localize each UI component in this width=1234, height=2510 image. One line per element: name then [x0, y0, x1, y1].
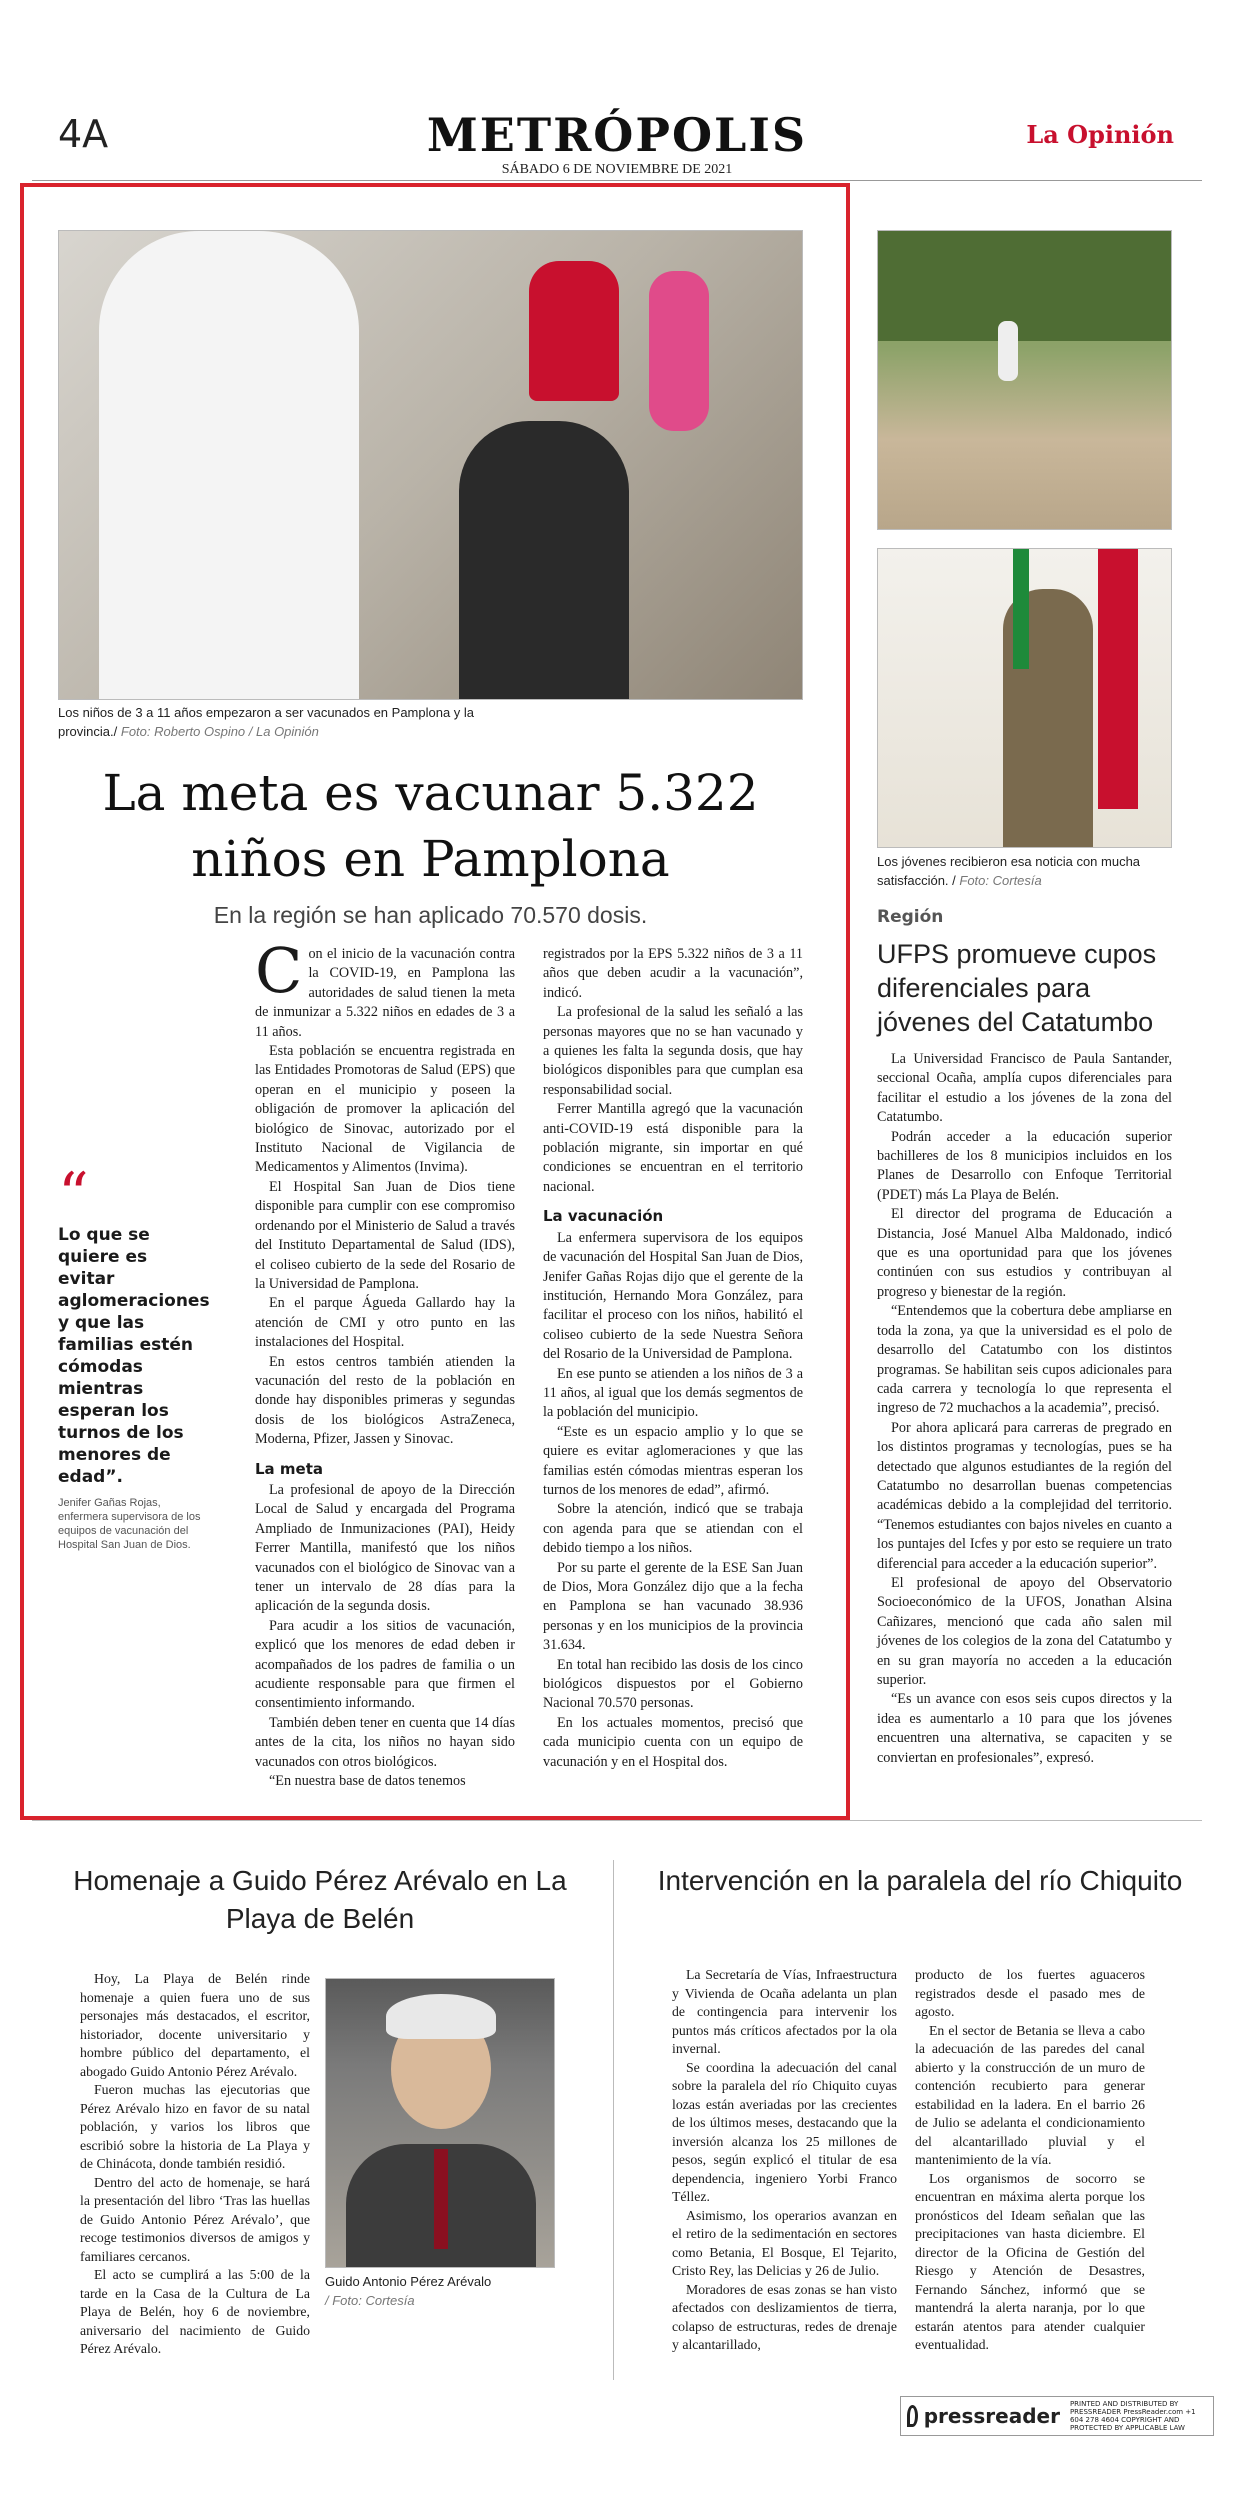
tie-shape: [434, 2149, 448, 2249]
guido-photo-credit: / Foto: Cortesía: [325, 2293, 415, 2308]
riverbank-group-photo: [877, 230, 1172, 530]
pull-quote: [58, 1160, 210, 1552]
vaccination-photo: [58, 230, 803, 700]
hair-shape: [386, 1994, 496, 2039]
pull-quote-text: Lo que se quiere es evitar aglomeraciones y que las familias estén cómodas mientras esperan los turnos de los menores de edad”.: [58, 1225, 210, 1487]
side-photo-credit: Foto: Cortesía: [959, 873, 1042, 888]
pressreader-note: PRINTED AND DISTRIBUTED BY PRESSREADER PressReader.com +1 604 278 4604 COPYRIGHT AND PROTECTED BY APPLICABLE LAW: [1069, 2400, 1196, 2432]
intervencion-headline: Intervención en la paralela del río Chiquito: [657, 1865, 1183, 1896]
column-separator: [613, 1860, 614, 2380]
pressreader-icon: [907, 2405, 918, 2427]
side-story-body: La Universidad Francisco de Paula Santander, seccional Ocaña, amplía cupos diferenciales para facilitar el estudio a los jóvenes de la zona del Catatumbo. Podrán acceder a la educación superior bachilleres de los 8 municipios incluidos en los Planes de Desarrollo con Enfoque Territorial (PDET) más La Playa de Belén. El director del programa de Educación a Distancia, José Manuel Alba Maldonado, indicó que es una oportunidad para que los jóvenes continúen con sus estudios y contribuyan al progreso y bienestar de la región. “Entendemos que la cobertura debe ampliarse en toda la zona, ya que la universidad es el polo de desarrollo del Catatumbo con los distintos programas. Se habilitan seis cupos adicionales para cada carrera y tecnología lo que representa el ingreso de 72 muchachos a la academia”, precisó. Por ahora aplicará para carreras de pregrado en los distintos programas y tecnologías, pues se ha detectado que algunos estudiantes de la región del Catatumbo no desarrollan buenas competencias académicas debido a la complejidad del territorio. “Tenemos estudiantes con bajos niveles en cuanto a los puntajes del Icfes y por esto se requiere un trato diferencial para acceder a la educación superior”. El profesional de apoyo del Observatorio Socioeconómico de la UFOS, Jonathan Alsina Cañizares, mencionó que cada año salen mil jóvenes de los colegios de la zona del Catatumbo y en su gran mayoría no acceden a la educación superior. “Es un avance con esos seis cupos directos y la idea es aumentarlo a 10 para que los jóvenes encuentren una alternativa, se capaciten y se conviertan en profesionales”, expresó.: [877, 1051, 1172, 1766]
masthead-rule: [32, 180, 1202, 181]
girl-figure: [649, 271, 709, 431]
health-worker-figure: [99, 231, 359, 700]
pressreader-name: pressreader: [923, 2404, 1060, 2428]
guido-photo-caption: Guido Antonio Pérez Arévalo / Foto: Cortesía: [325, 2272, 555, 2310]
pull-quote-attribution: Jenifer Gañas Rojas, enfermera supervisora de los equipos de vacunación del Hospital San Juan de Dios.: [58, 1497, 201, 1551]
main-column-2: registrados por la EPS 5.322 niños de 3 a 11 años que deben acudir a la vacunación”, indicó. La profesional de la salud les señaló a las personas mayores que no se han vacunado y a quienes les falta la segunda dosis, que hay biológicos disponibles para que cumplan esa responsabilidad social. Ferrer Mantilla agregó que la vacunación anti-COVID-19 está disponible para la población migrante, sin importar en qué condiciones se encuentran en el territorio nacional. La vacunación La enfermera supervisora de los equipos de vacunación del Hospital San Juan de Dios, Jenifer Gañas Rojas dijo que el gerente de la institución, Hernando Mora González, para facilitar el proceso con los niños, habilitó el coliseo cubierto de la sede Nuestra Señora del Rosario de la Universidad de Pamplona. En ese punto se atienden a los niños de 3 a 11 años, al igual que los demás segmentos de la población del municipio. “Este es un espacio amplio y lo que se quiere es evitar aglomeraciones y que las familias estén cómodas mientras esperan los turnos de los menores de edad”, afirmó. Sobre la atención, indicó que se trabaja con agenda para que se atiendan con el debido tiempo a los niños. Por su parte el gerente de la ESE San Juan de Dios, Mora González dijo que a la fecha en Pamplona se han vacunado 38.936 personas y en los municipios de la provincia 31.634. En total han recibido las dosis de los cinco biológicos dispuestos por el Gobierno Nacional 70.570 personas. En los actuales momentos, precisó que cada municipio cuenta con un equipo de vacunación y en el Hospital dos.: [543, 946, 803, 1770]
homenaje-body: Hoy, La Playa de Belén rinde homenaje a quien fuera uno de sus personajes más destacados, el escritor, historiador, docente universitario y hombre público del departamento, el abogado Guido Antonio Pérez Arévalo. Fueron muchas las ejecutorias que Pérez Arévalo hizo en favor de su natal población, y varios los libros que escribió sobre la historia de La Playa y de Chinácota, donde también residió. Dentro del acto de homenaje, se hará la presentación del libro ‘Tras las huellas de Guido Antonio Pérez Arévalo’, que recoge testimonios diversos de amigos y familiares cercanos. El acto se cumplirá a las 5:00 de la tarde en la Casa de la Cultura de La Playa de Belén, hoy 6 de noviembre, aniversario del nacimiento de Guido Pérez Arévalo.: [80, 1971, 310, 2356]
quote-mark-icon: “: [58, 1160, 89, 1230]
section-separator: [32, 1820, 1202, 1821]
green-flag-shape: [1013, 549, 1029, 669]
photo-credit: Foto: Roberto Ospino / La Opinión: [120, 724, 319, 739]
speaker-photo: [877, 548, 1172, 848]
pressreader-logo[interactable]: [900, 2396, 1214, 2436]
side-photo-caption: Los jóvenes recibieron esa noticia con mucha satisfacción. / Foto: Cortesía: [877, 854, 1141, 888]
main-column-1: Con el inicio de la vacunación contra la COVID-19, en Pamplona las autoridades de salud tienen la meta de inmunizar a 5.322 niños en edades de 3 a 11 años. Esta población se encuentra registrada en las Entidades Promotoras de Salud (EPS) que operan en el municipio y poseen la obligación de promover la aplicación del biológico de Sinovac, autorizado por el Instituto Nacional de Vigilancia de Medicamentos y Alimentos (Invima). El Hospital San Juan de Dios tiene disponible para cumplir con ese compromiso ordenando por el Ministerio de Salud a través del Instituto Departamental de Salud (IDS), el coliseo cubierto de la sede del Rosario de la Universidad de Pamplona. En el parque Águeda Gallardo hay la atención de CMI y otro punto en las instalaciones del Hospital. En estos centros también atienden la vacunación del resto de la población en donde hay disponibles primeras y segundas dosis de los biológicos AstraZeneca, Moderna, Pfizer, Jassen y Sinovac. La meta La profesional de apoyo de la Dirección Local de Salud y encargada del Programa Ampliado de Inmunizaciones (PAI), Heidy Ferrer Mantilla, manifestó que los niños vacunados con el biológico de Sinovac van a tener un intervalo de 28 días para la aplicación de la segunda dosis. Para acudir a los sitios de vacunación, explicó que los menores de edad deben ir acompañados de los padres de familia o un acudiente responsable para que firmen el consentimiento informando. También deben tener en cuenta que 14 días antes de la cita, los niños no hayan sido vacunados con otros biológicos. “En nuestra base de datos tenemos: [255, 934, 515, 1790]
nurse-figure: [529, 261, 619, 401]
main-deck: En la región se han aplicado 70.570 dosis.: [213, 902, 648, 928]
speaker-figure: [998, 321, 1018, 381]
trees-shape: [878, 231, 1172, 341]
newspaper-brand[interactable]: La Opinión: [1026, 120, 1174, 149]
subhead-la-vacunacion: La vacunación: [543, 1207, 664, 1226]
drop-cap: C: [255, 934, 303, 1007]
flag-shape: [1098, 549, 1138, 809]
intervencion-column-2: producto de los fuertes aguaceros registrados desde el pasado mes de agosto. En el sector de Betania se lleva a cabo la adecuación de las paredes del canal abierto y la construcción de un muro de contención recubierto para generar estabilidad en la ladera. En el barrio 26 de Julio se adelanta el condicionamiento del alcantarillado pluvial y el mantenimiento de la vía. Los organismos de socorro se encuentran en máxima alerta porque los pronósticos del Ideam señalan que las precipitaciones van hasta diciembre. El director de la Oficina de Gestión del Riesgo y Atención de Desastres, Fernando Sánchez, informó que se mantendrá la alerta naranja, por lo que estarán atentos para atender cualquier eventualidad.: [915, 1967, 1145, 2352]
section-title: METRÓPOLIS: [426, 108, 808, 162]
homenaje-headline: Homenaje a Guido Pérez Arévalo en La Playa de Belén: [73, 1865, 567, 1934]
main-photo-caption: Los niños de 3 a 11 años empezaron a ser vacunados en Pamplona y la provincia./ Foto: Roberto Ospino / La Opinión: [58, 705, 475, 739]
issue-date: SÁBADO 6 DE NOVIEMBRE DE 2021: [501, 162, 733, 177]
page-number: 4A: [58, 112, 109, 156]
intervencion-column-1: La Secretaría de Vías, Infraestructura y Vivienda de Ocaña adelanta un plan de contingencia para intervenir los puntos más críticos afectados por la ola invernal. Se coordina la adecuación del canal sobre la paralela del río Chiquito cuyas lozas están averiadas por las crecientes de los últimos meses, destacando que la inversión alcanza los 25 millones de pesos, según explicó el titular de esa dependencia, ingeniero Yorbi Franco Téllez. Asimismo, los operarios avanzan en el retiro de la sedimentación en sectores como Betania, El Bosque, El Tejarito, Cristo Rey, las Delicias y 26 de Julio. Moradores de esas zonas se han visto afectados con deslizamientos de tierra, colapso de estructuras, redes de drenaje y alcantarillado,: [672, 1967, 897, 2352]
side-headline: UFPS promueve cupos diferenciales para jóvenes del Catatumbo: [877, 939, 1157, 1037]
side-kicker: Región: [877, 907, 944, 927]
subhead-la-meta: La meta: [255, 1459, 323, 1478]
guido-portrait-photo: [325, 1978, 555, 2268]
child-figure: [459, 421, 629, 700]
main-headline: La meta es vacunar 5.322 niños en Pamplona: [102, 764, 759, 888]
